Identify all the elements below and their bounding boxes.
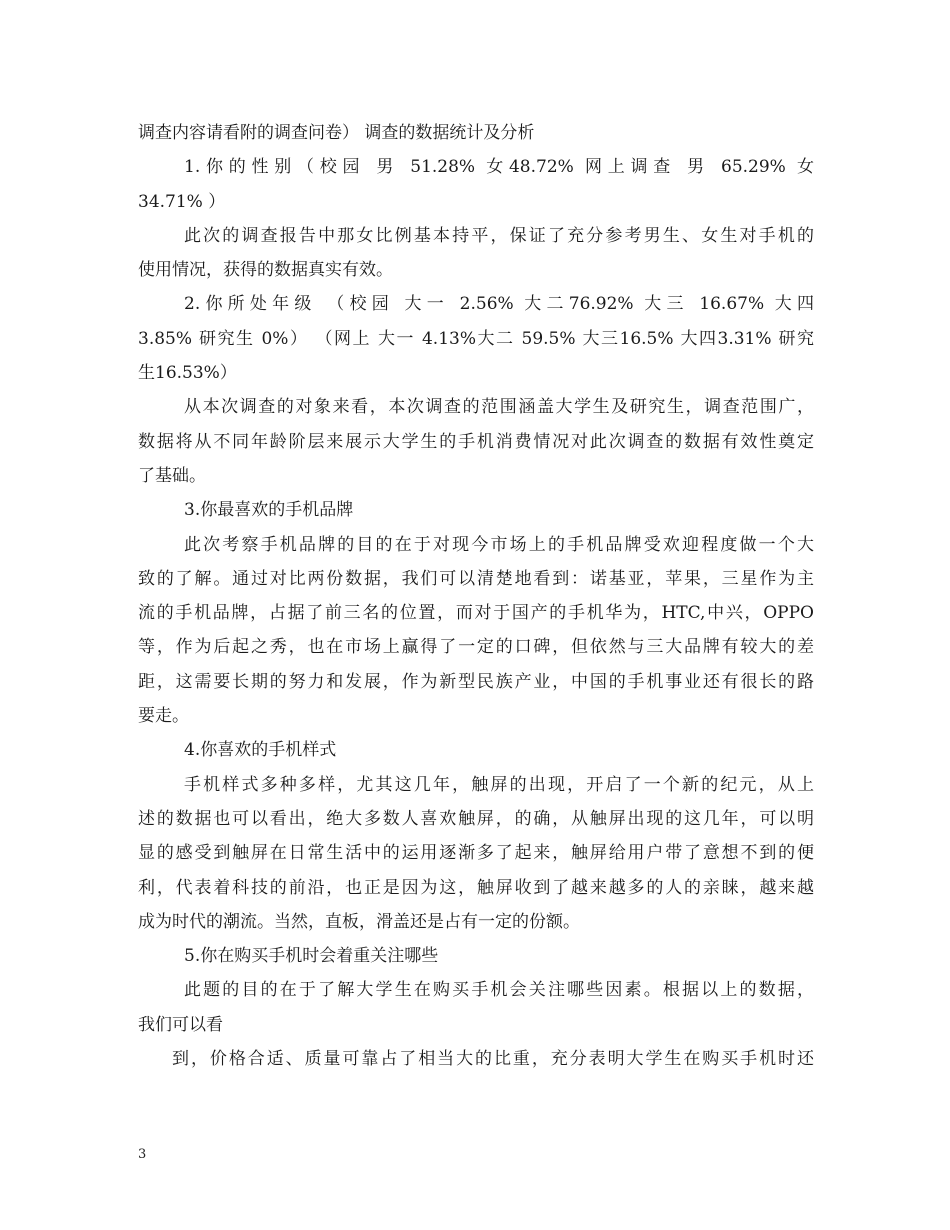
- text-line: 显的感受到触屏在日常生活中的运用逐渐多了起来，触屏给用户带了意想不到的便: [138, 843, 814, 864]
- text-line: 此次考察手机品牌的目的在于对现今市场上的手机品牌受欢迎程度做一个大: [184, 534, 814, 555]
- text-line: 距，这需要长期的努力和发展，作为新型民族产业，中国的手机事业还有很长的路: [138, 671, 814, 692]
- text-line: 等，作为后起之秀，也在市场上赢得了一定的口碑，但依然与三大品牌有较大的差: [138, 637, 814, 658]
- text-line: 要走。: [138, 706, 189, 727]
- text-line: 使用情况，获得的数据真实有效。: [138, 260, 393, 281]
- text-line: 调查内容请看附的调查问卷） 调查的数据统计及分析: [138, 123, 535, 143]
- section-heading: 3.你最喜欢的手机品牌: [184, 500, 354, 521]
- text-line: 此次的调查报告中那女比例基本持平，保证了充分参考男生、女生对手机的: [184, 225, 814, 246]
- text-line: 述的数据也可以看出，绝大多数人喜欢触屏，的确，从触屏出现的这几年，可以明: [138, 808, 814, 829]
- text-line: 致的了解。通过对比两份数据，我们可以清楚地看到：诺基亚，苹果，三星作为主: [138, 568, 814, 589]
- page-number: 3: [138, 1147, 147, 1162]
- text-line: 了基础。: [138, 465, 206, 486]
- document-body: [138, 116, 814, 1076]
- text-line: 34.71% ）: [138, 191, 226, 212]
- text-line: 数据将从不同年龄阶层来展示大学生的手机消费情况对此次调查的数据有效性奠定: [138, 431, 814, 452]
- text-line: 成为时代的潮流。当然，直板，滑盖还是占有一定的份额。: [138, 911, 580, 932]
- text-line: 此题的目的在于了解大学生在购买手机会关注哪些因素。根据以上的数据，: [184, 980, 814, 1001]
- text-line: 我们可以看: [138, 1014, 223, 1035]
- text-line: 到，价格合适、质量可靠占了相当大的比重，充分表明大学生在购买手机时还: [172, 1049, 814, 1070]
- text-line: 3.85% 研究生 0%） （网上 大一 4.13%大二 59.5% 大三16.5% 大四3.31% 研究: [138, 328, 814, 349]
- text-line: 利，代表着科技的前沿，也正是因为这，触屏收到了越来越多的人的亲睐，越来越: [138, 877, 814, 898]
- section-heading: 4.你喜欢的手机样式: [184, 740, 337, 761]
- text-line: 1.你的性别（校园 男 51.28% 女48.72% 网上调查 男 65.29% 女: [184, 157, 814, 178]
- text-line: 流的手机品牌，占据了前三名的位置，而对于国产的手机华为，HTC,中兴，OPPO: [138, 603, 814, 624]
- text-line: 手机样式多种多样，尤其这几年，触屏的出现，开启了一个新的纪元，从上: [184, 774, 814, 795]
- section-heading: 5.你在购买手机时会着重关注哪些: [184, 946, 439, 967]
- text-line: 生16.53%）: [138, 363, 237, 384]
- text-line: 2.你所处年级 （校园 大一 2.56% 大二76.92% 大三 16.67% 大四: [184, 294, 814, 315]
- text-line: 从本次调查的对象来看，本次调查的范围涵盖大学生及研究生，调查范围广，: [184, 397, 814, 418]
